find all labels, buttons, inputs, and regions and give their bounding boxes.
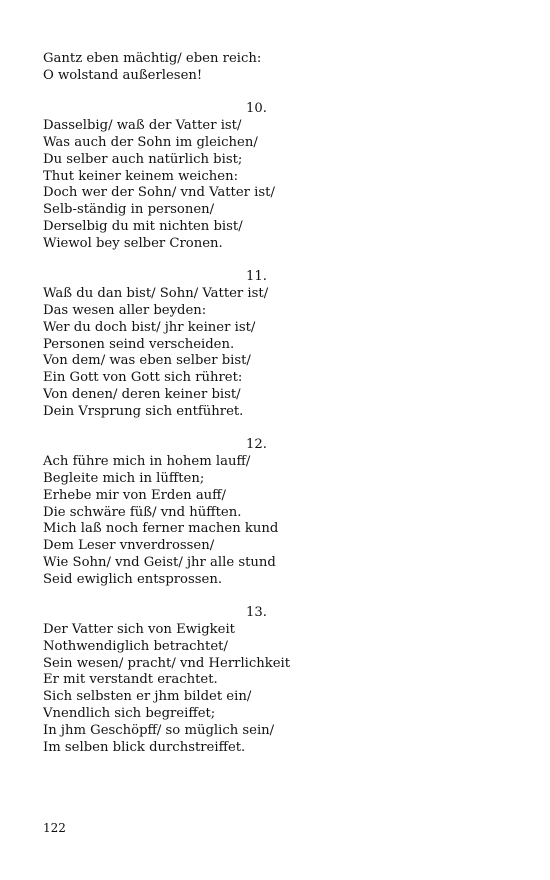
stanza-number: 12. — [246, 437, 267, 453]
stanza-gap — [43, 589, 513, 606]
verse-line: Wie Sohn/ vnd Geist/ jhr alle stund — [43, 554, 276, 570]
verse-line: Begleite mich in lüfften; — [43, 470, 205, 486]
stanza-13 — [43, 605, 513, 756]
stanza-12 — [43, 437, 513, 588]
stanza-gap — [43, 253, 513, 270]
verse-line: Sich selbsten er jhm bildet ein/ — [43, 689, 252, 705]
verse-line: Im selben blick durchstreiffet. — [43, 739, 246, 755]
verse-line: Das wesen aller beyden: — [43, 302, 207, 318]
verse-line: Thut keiner keinem weichen: — [43, 168, 239, 184]
verse-line: Selb-ständig in personen/ — [43, 202, 215, 218]
verse-line: Von denen/ deren keiner bist/ — [43, 386, 241, 402]
verse-line: Dein Vrsprung sich entführet. — [43, 403, 244, 419]
verse-line: Vnendlich sich begreiffet; — [43, 706, 216, 722]
verse-line: Seid ewiglich entsprossen. — [43, 571, 223, 587]
stanza-11 — [43, 269, 513, 420]
stanza-10 — [43, 101, 513, 252]
verse-line: Was auch der Sohn im gleichen/ — [43, 134, 258, 150]
verse-line: Doch wer der Sohn/ vnd Vatter ist/ — [43, 185, 275, 201]
verse-line: Waß du dan bist/ Sohn/ Vatter ist/ — [43, 286, 269, 302]
stanza-number: 10. — [246, 101, 267, 117]
verse-line: O wolstand außerlesen! — [43, 67, 203, 83]
verse-line: Der Vatter sich von Ewigkeit — [43, 622, 235, 638]
verse-line: Sein wesen/ pracht/ vnd Herrlichkeit — [43, 655, 291, 671]
stanza-gap — [43, 421, 513, 438]
verse-line: Mich laß noch ferner machen kund — [43, 521, 279, 537]
verse-line: Wiewol bey selber Cronen. — [43, 235, 223, 251]
page-number: 122 — [43, 821, 66, 835]
verse-line: Dasselbig/ waß der Vatter ist/ — [43, 118, 242, 134]
stanza-number: 13. — [246, 605, 267, 621]
verse-line: Derselbig du mit nichten bist/ — [43, 218, 243, 234]
stanza-gap — [43, 85, 513, 102]
stanza-number: 11. — [246, 269, 267, 285]
verse-line: Ein Gott von Gott sich rühret: — [43, 370, 243, 386]
verse-line: Er mit verstandt erachtet. — [43, 672, 218, 688]
verse-line: Die schwäre füß/ vnd hüfften. — [43, 504, 242, 520]
verse-line: In jhm Geschöpff/ so müglich sein/ — [43, 722, 275, 738]
verse-line: Ach führe mich in hohem lauff/ — [43, 454, 251, 470]
verse-line: Dem Leser vnverdrossen/ — [43, 538, 215, 554]
verse-line: Personen seind verscheiden. — [43, 336, 235, 352]
verse-line: Gantz eben mächtig/ eben reich: — [43, 51, 262, 66]
verse-line: Von dem/ was eben selber bist/ — [43, 353, 251, 369]
stanza-continuation — [43, 51, 513, 85]
poem-body — [43, 51, 513, 756]
verse-line: Wer du doch bist/ jhr keiner ist/ — [43, 319, 256, 335]
verse-line: Erhebe mir von Erden auff/ — [43, 487, 226, 503]
verse-line: Nothwendiglich betrachtet/ — [43, 638, 228, 654]
verse-line: Du selber auch natürlich bist; — [43, 151, 243, 167]
